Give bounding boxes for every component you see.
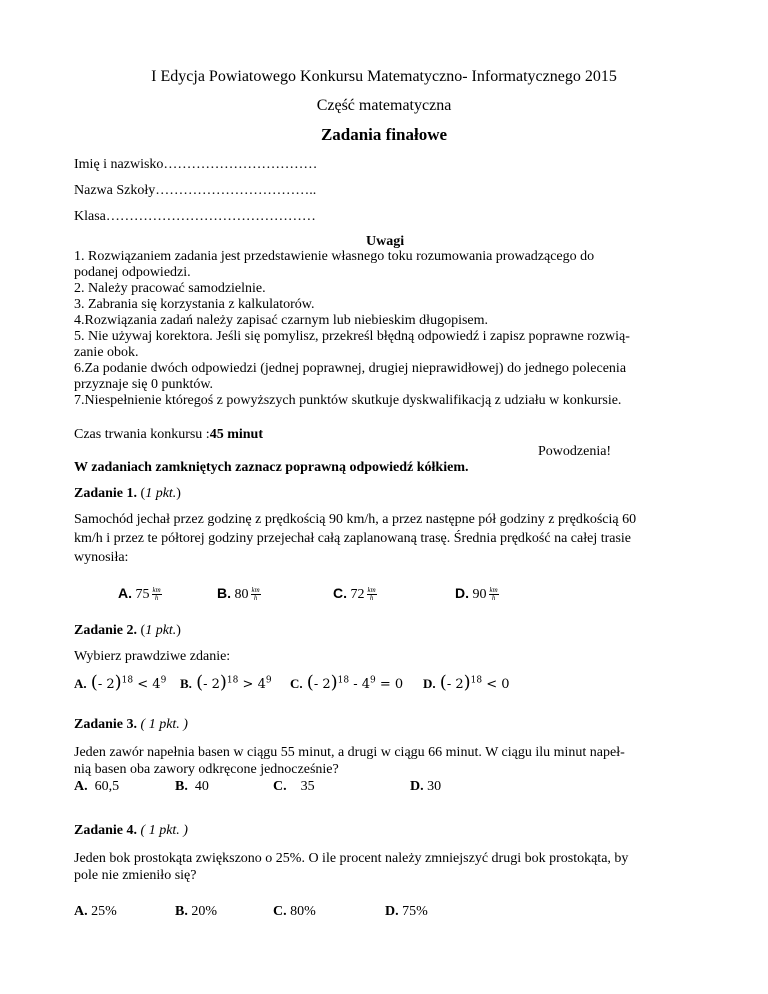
task3-option-d[interactable] (410, 778, 441, 795)
task3-text-line: nią basen oba zawory odkręcone jednocześnie? (74, 762, 339, 777)
base: - 2 (97, 677, 115, 692)
notes-line: 2. Należy pracować samodzielnie. (74, 281, 266, 296)
document-subtitle: Część matematyczna (316, 97, 452, 114)
task1-title: Zadanie 1. (1 pkt.) (74, 486, 181, 501)
option-label: B. (175, 779, 188, 794)
option-label: C. (290, 676, 303, 691)
option-value: 72 (350, 587, 365, 602)
option-value: 35 (300, 779, 315, 794)
task4-option-b[interactable] (175, 903, 217, 920)
task1-text-line: km/h i przez te półtorej godziny przejechał całą zaplanowaną trasę. Średnia prędkość na całej trasie (74, 531, 632, 546)
notes-line: podanej odpowiedzi. (74, 265, 191, 280)
option-value: 75% (402, 904, 428, 919)
task3-points: 1 pkt. (148, 717, 180, 732)
task3-option-c[interactable] (273, 778, 315, 795)
notes-line: 3. Zabrania się korzystania z kalkulatorów. (74, 297, 315, 312)
task1-option-a[interactable] (118, 585, 162, 603)
task3-text-line: Jeden zawór napełnia basen w ciągu 55 minut, a drugi w ciągu 66 minut. W ciągu ilu minut napeł- (74, 745, 625, 760)
unit-fraction (489, 587, 499, 602)
relation: < (137, 677, 149, 692)
option-label: D. (410, 779, 424, 794)
time-label: Czas trwania konkursu : (74, 427, 210, 442)
unit-den: h (154, 594, 159, 603)
task4-text-line: Jeden bok prostokąta zwiększono o 25%. O ile procent należy zmniejszyć drugi bok prostokąta, by (74, 851, 629, 866)
notes-line: 1. Rozwiązaniem zadania jest przedstawienie własnego toku rozumowania prowadzącego do (74, 249, 595, 264)
task4-title: Zadanie 4. ( 1 pkt. ) (74, 823, 188, 838)
task3-option-b[interactable] (175, 778, 209, 795)
unit-den: h (253, 594, 258, 603)
task1-option-b[interactable] (217, 585, 261, 603)
unit-num: km (367, 586, 376, 595)
relation: < (486, 677, 498, 692)
unit-num: km (489, 586, 498, 595)
task4-label: Zadanie 4. (74, 823, 138, 838)
option-value: 75 (135, 587, 150, 602)
exponent: 9 (160, 675, 167, 686)
task1-option-c[interactable] (333, 585, 377, 603)
instruction: W zadaniach zamkniętych zaznacz poprawną odpowiedź kółkiem. (74, 460, 469, 475)
notes-line: 6.Za podanie dwóch odpowiedzi (jednej poprawnej, drugiej nieprawidłowej) do jednego polecenia (74, 361, 627, 376)
name-field: Imię i nazwisko…………………………… (74, 157, 318, 172)
option-value: 80% (290, 904, 316, 919)
option-value: 20% (191, 904, 218, 919)
task4-option-c[interactable] (273, 903, 316, 920)
task1-points: 1 pkt. (145, 486, 177, 501)
task3-option-a[interactable] (74, 778, 119, 795)
four: 4 (257, 677, 266, 692)
option-label: B. (217, 585, 231, 601)
exponent: 18 (226, 675, 239, 686)
option-label: A. (74, 904, 88, 919)
task2-points: 1 pkt. (145, 623, 177, 638)
four: 4 (152, 677, 161, 692)
time-value: 45 minut (209, 427, 263, 442)
document-title: I Edycja Powiatowego Konkursu Matematyczno- Informatycznego 2015 (151, 68, 617, 85)
unit-num: km (251, 586, 260, 595)
option-label: A. (74, 779, 88, 794)
option-value: 80 (234, 587, 249, 602)
notes-line: przyznaje się 0 punktów. (74, 377, 214, 392)
notes-line: 5. Nie używaj korektora. Jeśli się pomylisz, przekreśl błędną odpowiedź i zapisz poprawne rozwią- (74, 329, 630, 344)
task4-option-d[interactable] (385, 903, 428, 920)
task4-points: 1 pkt. (148, 823, 180, 838)
option-label: C. (273, 904, 287, 919)
task4-text-line: pole nie zmieniło się? (74, 868, 197, 883)
option-label: D. (385, 904, 399, 919)
document-heading: Zadania finałowe (320, 125, 448, 144)
tail: = 0 (379, 677, 404, 692)
base: - 2 (313, 677, 331, 692)
task2-label: Zadanie 2. (74, 623, 138, 638)
class-field: Klasa……………………………………… (74, 209, 316, 224)
notes-line: 4.Rozwiązania zadań należy zapisać czarnym lub niebieskim długopisem. (74, 313, 489, 328)
task2-title: Zadanie 2. (1 pkt.) (74, 623, 181, 638)
relation: > (242, 677, 254, 692)
exponent: 18 (337, 675, 350, 686)
task2-option-d[interactable]: D. (- 2)$^{18}$ < 0 (423, 672, 510, 693)
unit-fraction (152, 587, 162, 602)
relation: - 4 (353, 677, 371, 692)
notes-line: 7.Niespełnienie któregoś z powyższych punktów skutkuje dyskwalifikacją z udziału w konkursie. (74, 393, 622, 408)
option-label: D. (455, 585, 469, 601)
unit-den: h (369, 594, 374, 603)
option-label: A. (74, 676, 87, 691)
task4-option-a[interactable] (74, 903, 117, 920)
task2-option-c[interactable]: C. (- $2)^{18} - 4^9 = 0$ (290, 672, 404, 693)
task3-label: Zadanie 3. (74, 717, 138, 732)
task2-option-a[interactable]: A. (- $2)^{18} < 4^9$ (74, 672, 167, 693)
option-label: C. (273, 779, 287, 794)
option-label: B. (175, 904, 188, 919)
exponent: 9 (370, 675, 376, 686)
notes-title: Uwagi (366, 234, 405, 249)
option-label: D. (423, 676, 436, 691)
exponent: 18 (470, 675, 483, 686)
school-field: Nazwa Szkoły…………………………….. (74, 183, 317, 198)
base: - 2 (203, 677, 220, 692)
unit-fraction (367, 587, 377, 602)
exponent: 18 (121, 675, 134, 686)
option-label: A. (118, 585, 132, 601)
notes-line: zanie obok. (74, 345, 139, 360)
option-value: 25% (91, 904, 117, 919)
task3-title: Zadanie 3. ( 1 pkt. ) (74, 717, 188, 732)
tail: 0 (501, 677, 510, 692)
task2-option-b[interactable]: B. (- $2)^{18} > 4^9$ (180, 672, 272, 693)
option-value: 40 (194, 779, 209, 794)
good-luck: Powodzenia! (538, 444, 612, 459)
unit-num: km (152, 586, 161, 595)
unit-den: h (491, 594, 496, 603)
option-value: 60,5 (94, 779, 120, 794)
task1-text-line: Samochód jechał przez godzinę z prędkością 90 km/h, a przez następne pół godziny z prędkością 60 (74, 512, 637, 527)
task2-text: Wybierz prawdziwe zdanie: (74, 649, 231, 664)
option-label: B. (180, 676, 192, 691)
time-info (74, 426, 263, 443)
option-label: C. (333, 585, 347, 601)
task1-option-d[interactable] (455, 585, 499, 603)
unit-fraction (251, 587, 261, 602)
task1-label: Zadanie 1. (74, 486, 138, 501)
option-value: 90 (472, 587, 487, 602)
option-value: 30 (427, 779, 442, 794)
base: - 2 (446, 677, 464, 692)
exponent: 9 (265, 675, 272, 686)
task1-text-line: wynosiła: (74, 550, 129, 565)
